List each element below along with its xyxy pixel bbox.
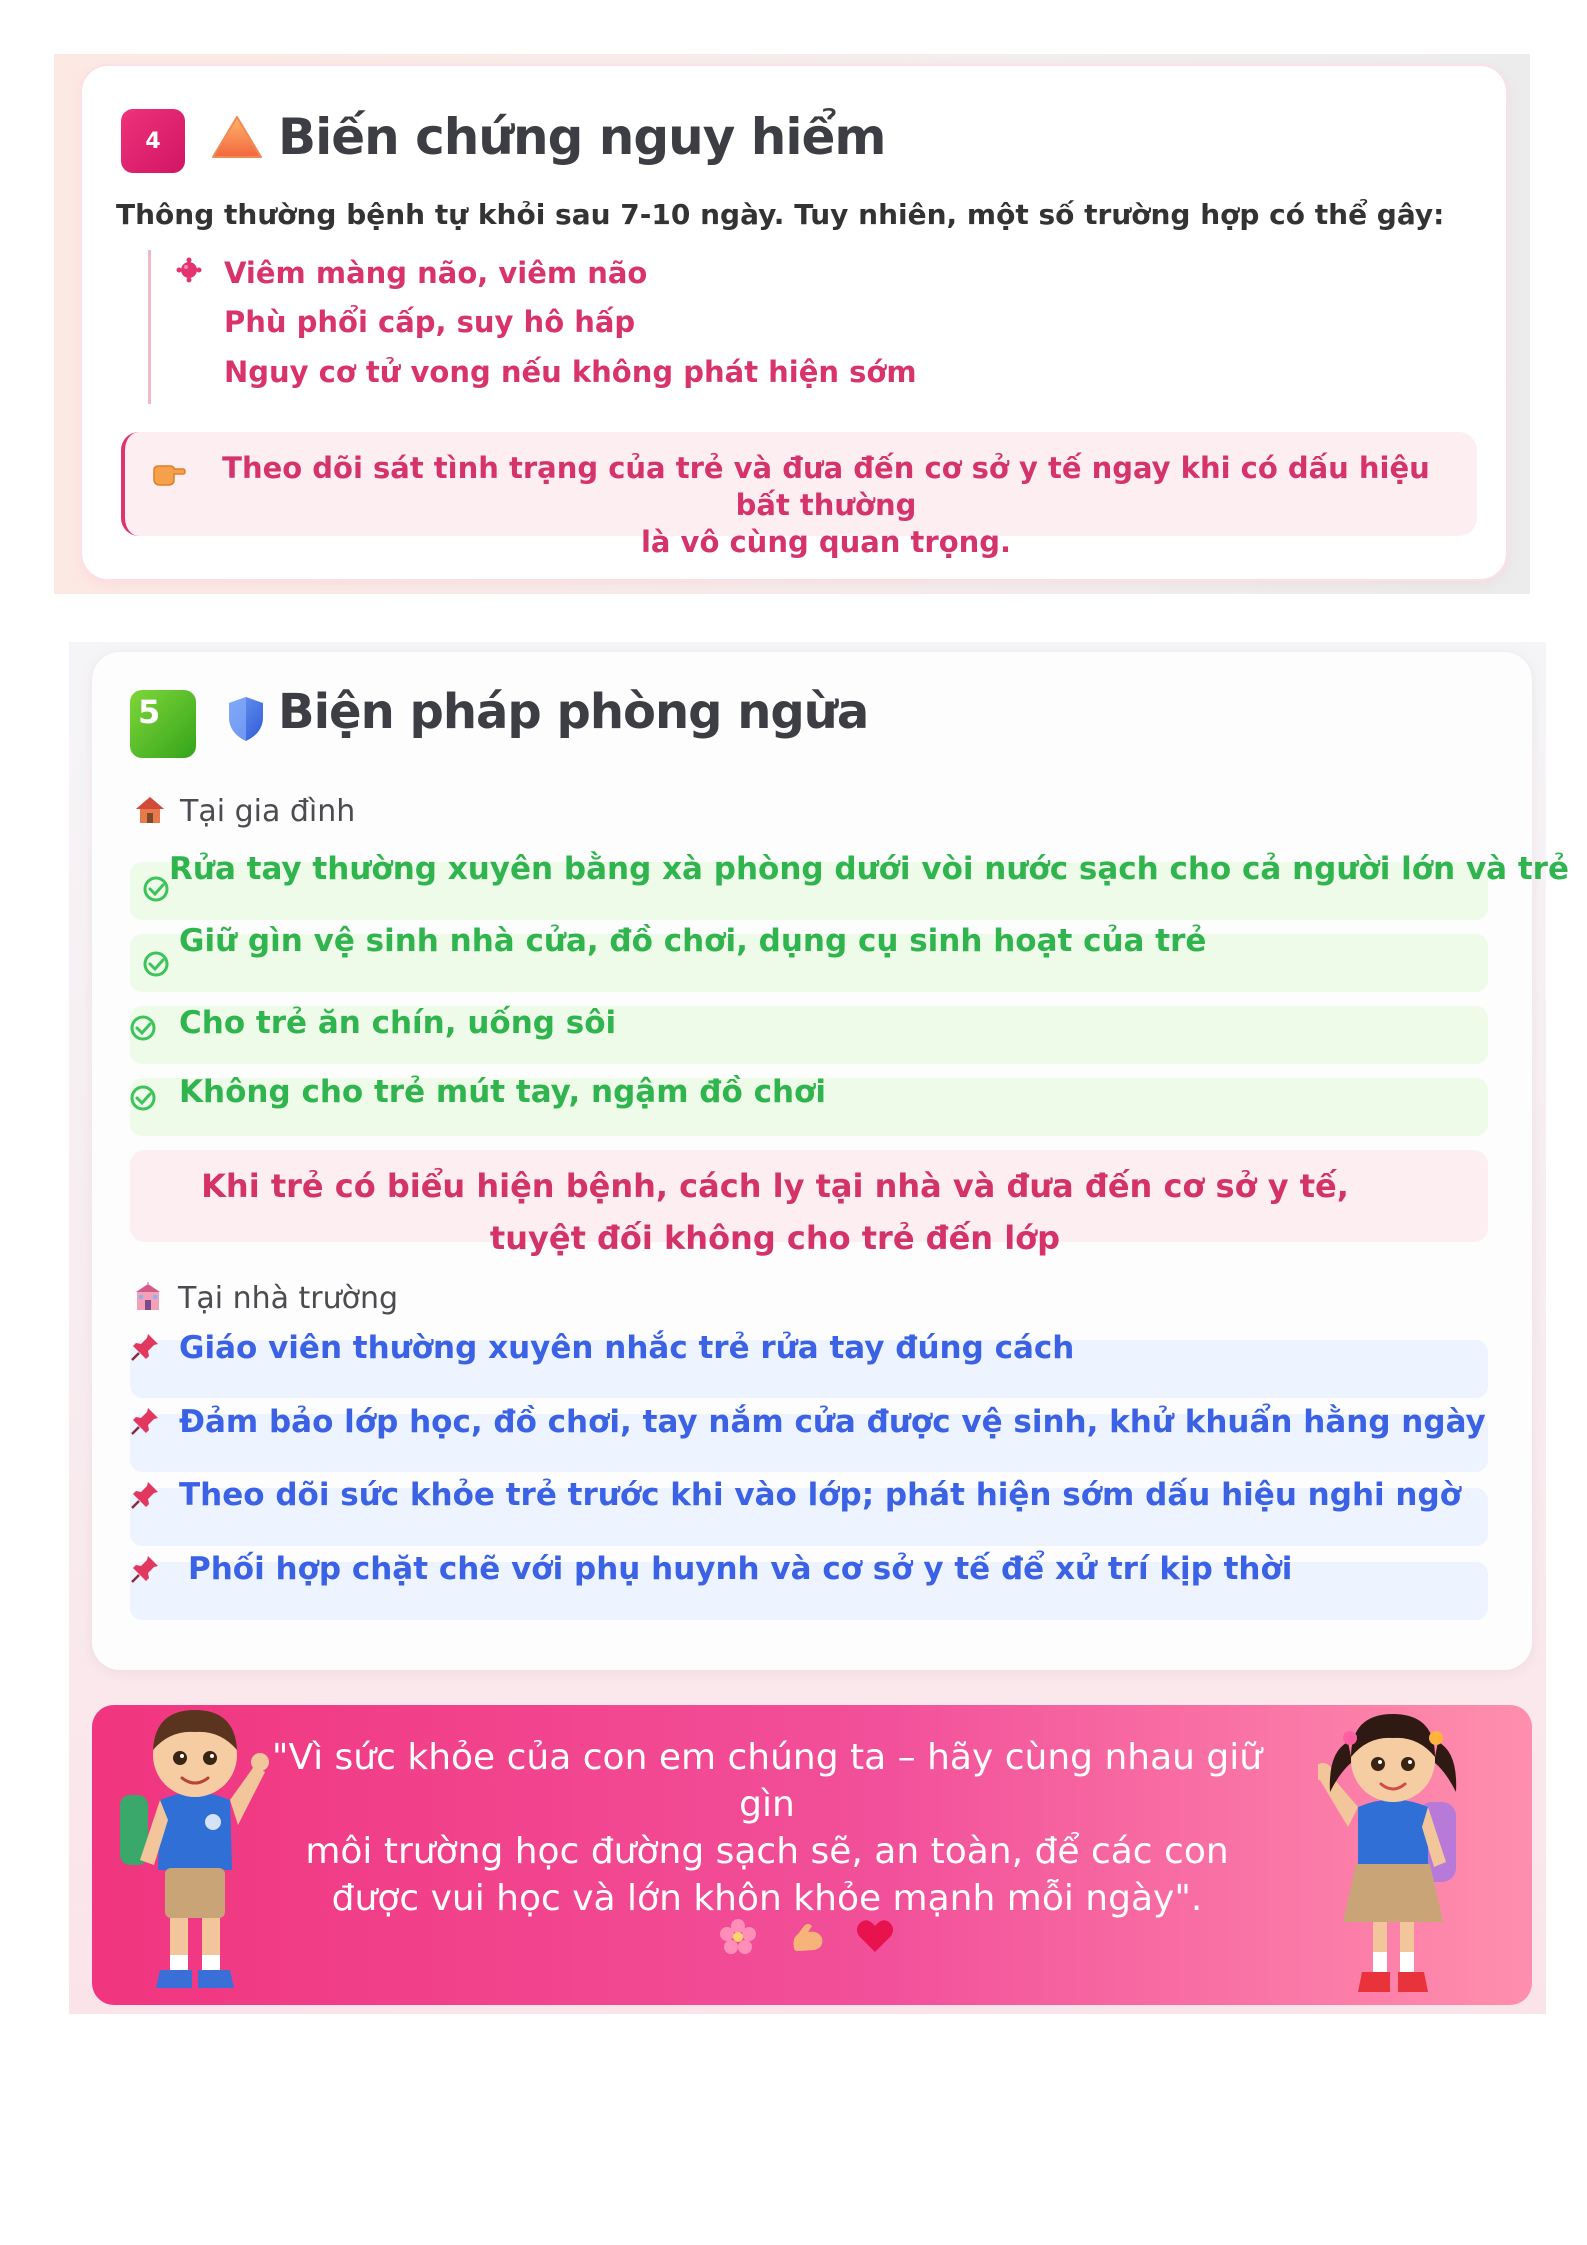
- check-circle-icon: [129, 1014, 157, 1042]
- pushpin-icon: [130, 1332, 160, 1362]
- section-4-note-text: [196, 450, 1456, 561]
- quote-line-1: "Vì sức khỏe của con em chúng ta – hãy cùng nhau giữ gìn: [271, 1737, 1263, 1825]
- note-line-2: là vô cùng quan trọng.: [640, 525, 1012, 559]
- section-4-number-badge: 4: [121, 109, 185, 173]
- quote-text: [262, 1734, 1272, 1922]
- home-item-text: Không cho trẻ mút tay, ngậm đồ chơi: [179, 1074, 826, 1110]
- isolation-alert-text: [130, 1160, 1420, 1264]
- section-4-title: Biến chứng nguy hiểm: [278, 108, 886, 166]
- school-item-text: Đảm bảo lớp học, đồ chơi, tay nắm cửa được vệ sinh, khử khuẩn hằng ngày: [179, 1404, 1486, 1440]
- quote-line-2: môi trường học đường sạch sẽ, an toàn, để các con: [305, 1831, 1229, 1872]
- complications-divider: [148, 250, 151, 404]
- school-item-text: Phối hợp chặt chẽ với phụ huynh và cơ sở y tế để xử trí kịp thời: [188, 1551, 1293, 1587]
- section-5-title: Biện pháp phòng ngừa: [278, 684, 869, 740]
- school-icon: [132, 1282, 164, 1312]
- home-item-text: Giữ gìn vệ sinh nhà cửa, đồ chơi, dụng cụ sinh hoạt của trẻ: [179, 923, 1207, 959]
- pushpin-icon: [130, 1480, 160, 1510]
- section-5-number-badge: 5: [130, 690, 196, 758]
- check-circle-icon: [142, 875, 170, 903]
- house-icon: [134, 795, 166, 825]
- pointing-hand-icon: [150, 458, 186, 488]
- pushpin-icon: [130, 1406, 160, 1436]
- check-circle-icon: [129, 1084, 157, 1112]
- home-item-text: Cho trẻ ăn chín, uống sôi: [179, 1005, 617, 1041]
- complication-item: Nguy cơ tử vong nếu không phát hiện sớm: [224, 355, 917, 389]
- check-circle-icon: [142, 950, 170, 978]
- complication-item: Phù phổi cấp, suy hô hấp: [224, 305, 636, 339]
- complication-item: Viêm màng não, viêm não: [224, 256, 648, 290]
- school-item-text: Giáo viên thường xuyên nhắc trẻ rửa tay đúng cách: [179, 1330, 1075, 1366]
- warning-triangle-icon: [211, 114, 263, 160]
- shield-icon: [226, 695, 266, 743]
- alert-line-1: Khi trẻ có biểu hiện bệnh, cách ly tại nhà và đưa đến cơ sở y tế,: [201, 1167, 1349, 1205]
- virus-icon: [176, 257, 202, 283]
- school-item-text: Theo dõi sức khỏe trẻ trước khi vào lớp; phát hiện sớm dấu hiệu nghi ngờ: [179, 1477, 1461, 1513]
- boy-illustration: [120, 1700, 270, 2000]
- note-line-1: Theo dõi sát tình trạng của trẻ và đưa đến cơ sở y tế ngay khi có dấu hiệu bất thường: [222, 451, 1430, 522]
- heart-icon: [855, 1918, 895, 1954]
- school-heading: Tại nhà trường: [178, 1281, 399, 1316]
- flexed-arm-icon: [788, 1918, 828, 1954]
- girl-illustration: [1318, 1702, 1468, 2002]
- alert-line-2: tuyệt đối không cho trẻ đến lớp: [489, 1219, 1061, 1257]
- home-item-text: Rửa tay thường xuyên bằng xà phòng dưới vòi nước sạch cho cả người lớn và trẻ: [169, 851, 1569, 887]
- flower-icon: [718, 1918, 758, 1954]
- home-heading: Tại gia đình: [180, 794, 356, 829]
- section-4-intro: Thông thường bệnh tự khỏi sau 7-10 ngày. Tuy nhiên, một số trường hợp có thể gây:: [116, 198, 1445, 231]
- pushpin-icon: [130, 1554, 160, 1584]
- quote-line-3: được vui học và lớn khôn khỏe mạnh mỗi ngày".: [331, 1878, 1203, 1919]
